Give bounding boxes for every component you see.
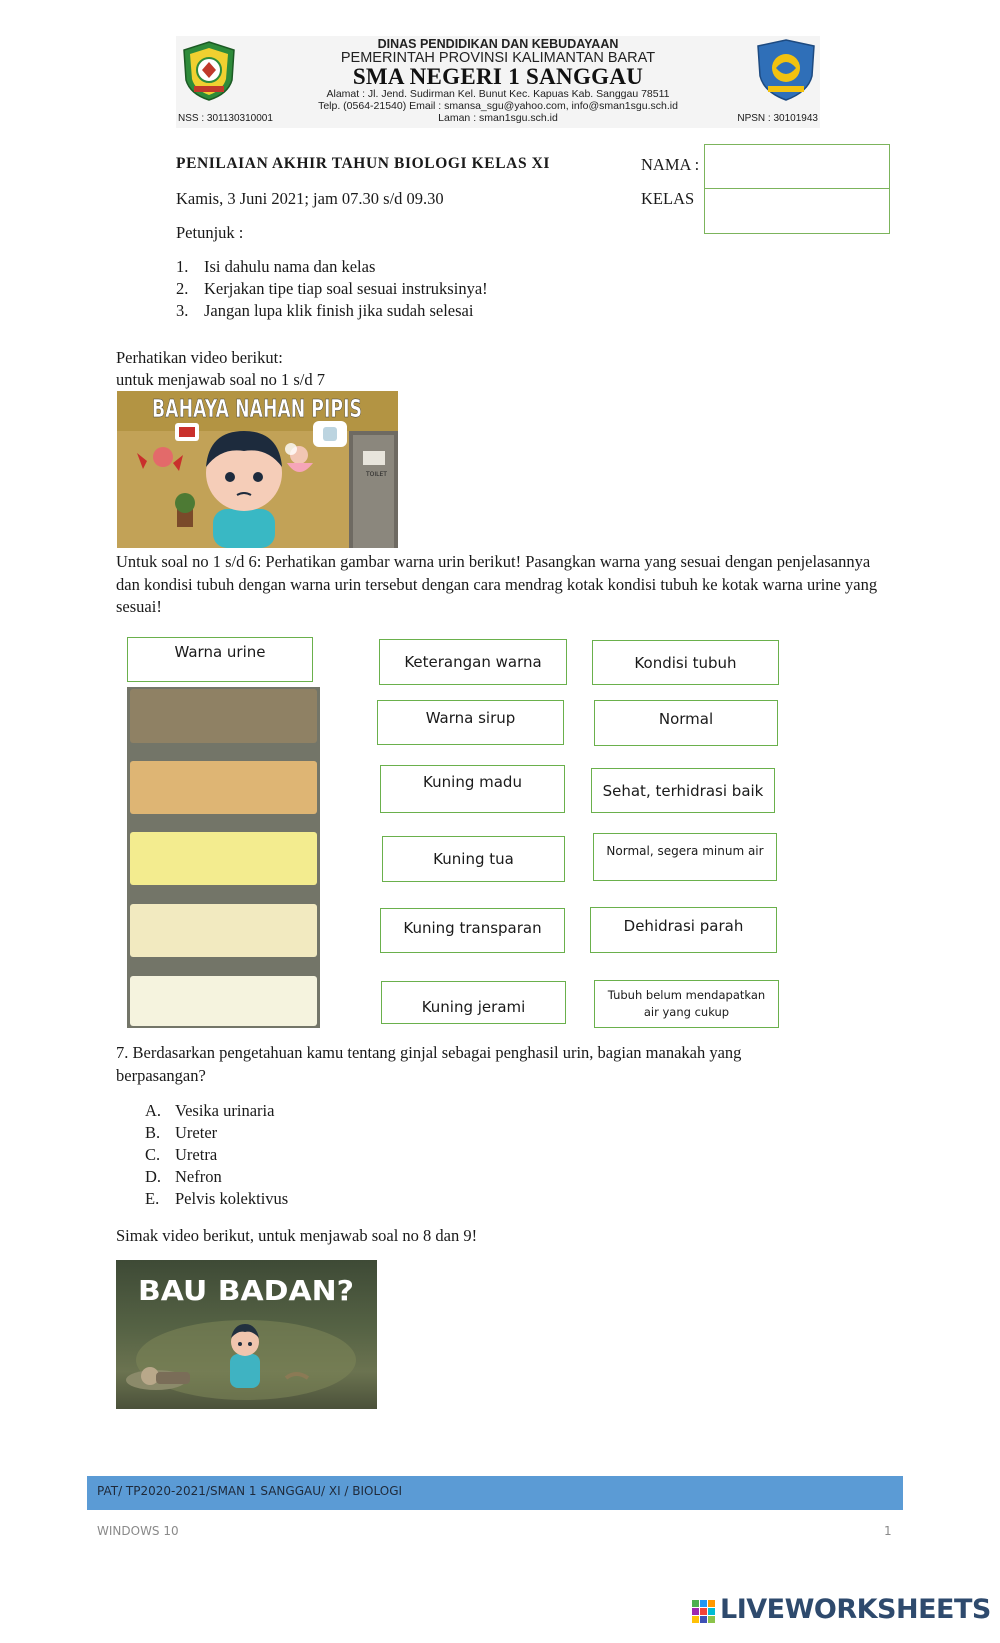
liveworksheets-wordmark: LIVEWORKSHEETS xyxy=(720,1594,991,1625)
door-sign: TOILET xyxy=(366,471,387,478)
instructions-label: Petunjuk : xyxy=(176,223,244,242)
option-c[interactable]: C. Uretra xyxy=(145,1145,218,1164)
condition-dehidrasi-parah[interactable]: Dehidrasi parah xyxy=(590,907,777,953)
urine-swatch-3[interactable] xyxy=(130,832,317,885)
video1-title: BAHAYA NAHAN PIPIS xyxy=(152,394,362,423)
footer-bar xyxy=(87,1476,903,1510)
liveworksheets-brand[interactable] xyxy=(692,1594,992,1634)
nama-label: NAMA : xyxy=(641,155,700,174)
footer-os-label: WINDOWS 10 xyxy=(97,1524,179,1538)
header-warna-urine: Warna urine xyxy=(127,637,313,682)
nama-input[interactable] xyxy=(704,144,890,190)
urine-swatch-5[interactable] xyxy=(130,976,317,1026)
letterhead-website: Laman : sman1sgu.sch.id xyxy=(438,112,558,124)
condition-normal[interactable]: Normal xyxy=(594,700,778,746)
urine-swatch-1[interactable] xyxy=(130,689,317,743)
letterhead-address: Alamat : Jl. Jend. Sudirman Kel. Bunut Kec. Kapuas Kab. Sanggau 78511 xyxy=(326,88,670,100)
header-kondisi-tubuh: Kondisi tubuh xyxy=(592,640,779,685)
video1-intro: Perhatikan video berikut: untuk menjawab soal no 1 s/d 7 xyxy=(116,348,325,389)
letterhead-government: PEMERINTAH PROVINSI KALIMANTAN BARAT xyxy=(340,50,656,66)
option-d[interactable]: D. Nefron xyxy=(145,1167,222,1186)
option-b[interactable]: B. Ureter xyxy=(145,1123,218,1142)
letterhead-contact: Telp. (0564-21540) Email : smansa_sgu@yahoo.com, info@sman1sgu.sch.id xyxy=(318,100,678,112)
condition-normal-minum-air[interactable]: Normal, segera minum air xyxy=(593,833,777,881)
option-e[interactable]: E. Pelvis kolektivus xyxy=(145,1189,289,1208)
desc-kuning-tua[interactable]: Kuning tua xyxy=(382,836,565,882)
urine-swatch-2[interactable] xyxy=(130,761,317,814)
video2-thumbnail[interactable] xyxy=(116,1260,377,1409)
instruction-item: 1. Isi dahulu nama dan kelas xyxy=(176,257,376,276)
instruction-item: 2. Kerjakan tipe tiap soal sesuai instruksinya! xyxy=(176,279,488,298)
matching-instruction: Untuk soal no 1 s/d 6: Perhatikan gambar warna urin berikut! Pasangkan warna yang sesuai dengan penjelasannya dan kondisi tubuh dengan warna urin tersebut dengan cara mendrag kotak kondisi tubuh ke kotak warna urine yang sesuai! xyxy=(116,552,878,616)
video1-thumbnail[interactable] xyxy=(117,391,398,548)
video2-illustration xyxy=(116,1260,377,1409)
question-7-options xyxy=(145,1100,288,1210)
school-logo-icon xyxy=(754,38,818,102)
condition-sehat-terhidrasi[interactable]: Sehat, terhidrasi baik xyxy=(591,768,775,813)
desc-kuning-jerami[interactable]: Kuning jerami xyxy=(381,981,566,1024)
video2-intro: Simak video berikut, untuk menjawab soal no 8 dan 9! xyxy=(116,1226,478,1245)
condition-belum-cukup-air[interactable]: Tubuh belum mendapatkan air yang cukup xyxy=(594,980,779,1028)
urine-swatch-4[interactable] xyxy=(130,904,317,957)
exam-date: Kamis, 3 Juni 2021; jam 07.30 s/d 09.30 xyxy=(176,189,444,208)
page-number: 1 xyxy=(884,1524,892,1538)
question-7-text: 7. Berdasarkan pengetahuan kamu tentang ginjal sebagai penghasil urin, bagian manakah yang berpasangan? xyxy=(116,1043,742,1085)
kelas-input[interactable] xyxy=(704,188,890,234)
letterhead-school-name: SMA NEGERI 1 SANGGAU xyxy=(352,64,644,89)
kelas-label: KELAS xyxy=(641,189,695,208)
header-keterangan-warna: Keterangan warna xyxy=(379,639,567,685)
desc-kuning-transparan[interactable]: Kuning transparan xyxy=(380,908,565,953)
letterhead-nss: NSS : 301130310001 xyxy=(178,113,273,124)
urine-color-chart xyxy=(127,687,320,1028)
liveworksheets-logo-icon xyxy=(692,1600,716,1624)
desc-kuning-madu[interactable]: Kuning madu xyxy=(380,765,565,813)
footer-bar-text: PAT/ TP2020-2021/SMAN 1 SANGGAU/ XI / BIOLOGI xyxy=(97,1484,403,1498)
video2-title: BAU BADAN? xyxy=(138,1274,354,1307)
letterhead-npsn: NPSN : 30101943 xyxy=(737,113,818,124)
instructions-list xyxy=(176,256,488,322)
letterhead-department: DINAS PENDIDIKAN DAN KEBUDAYAAN xyxy=(377,37,619,51)
instruction-item: 3. Jangan lupa klik finish jika sudah selesai xyxy=(176,301,474,320)
video1-illustration xyxy=(117,391,398,548)
exam-title: PENILAIAN AKHIR TAHUN BIOLOGI KELAS XI xyxy=(176,155,551,172)
letterhead xyxy=(176,36,820,128)
option-a[interactable]: A. Vesika urinaria xyxy=(145,1101,275,1120)
desc-warna-sirup[interactable]: Warna sirup xyxy=(377,700,564,745)
